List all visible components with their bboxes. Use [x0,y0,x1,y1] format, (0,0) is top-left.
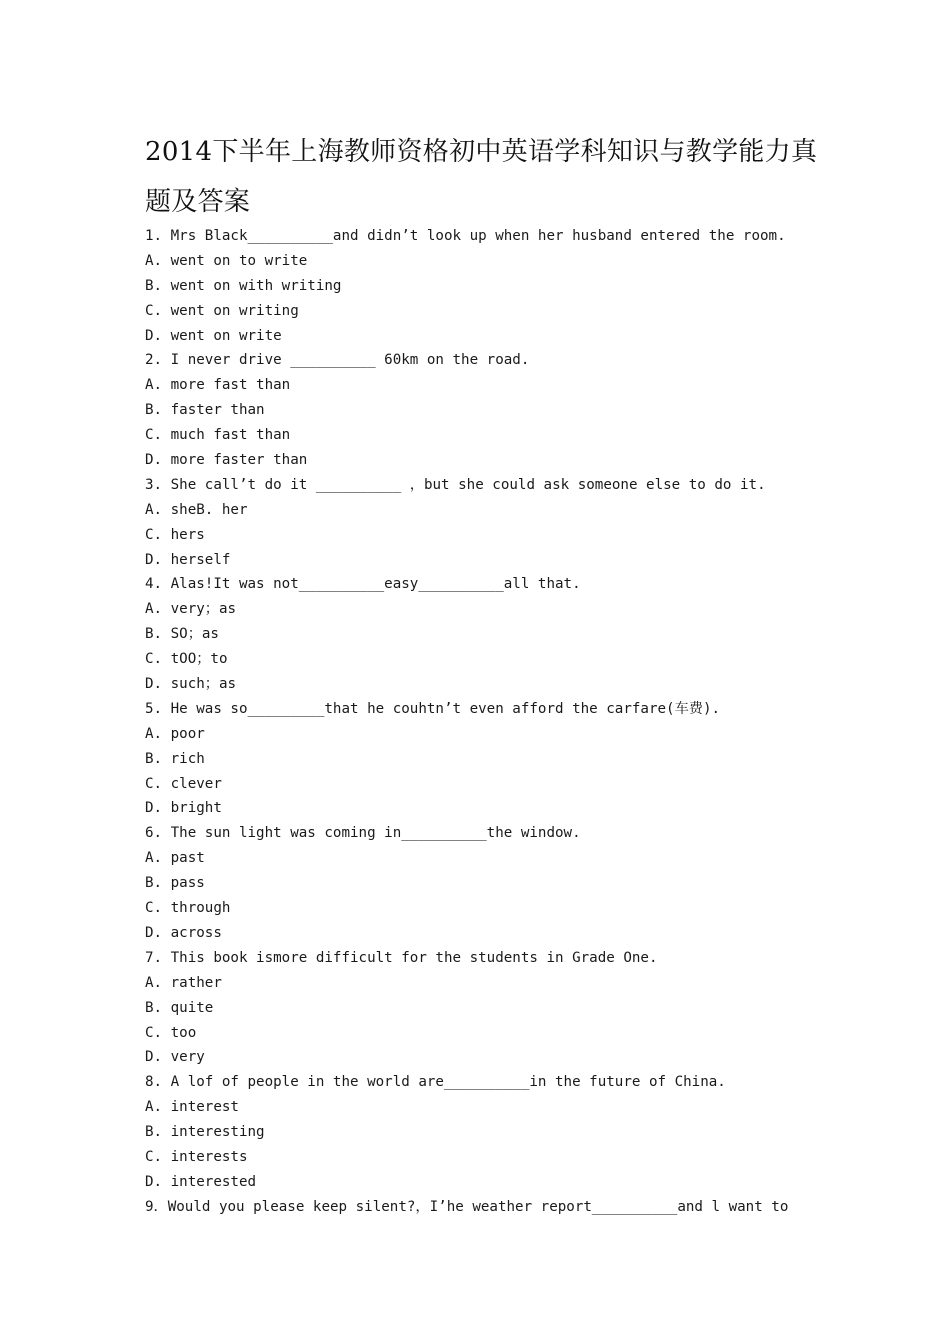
question-list [145,224,815,1220]
answer-option: D. such；as [145,676,237,693]
question-stem: 5. He was so_________that he couhtn’t even afford the carfare(车费). [145,700,721,717]
question-stem: 7. This book ismore difficult for the students in Grade One. [145,949,658,966]
answer-option: A. past [145,850,205,867]
document-title [145,127,825,227]
answer-option: C. interests [145,1148,248,1165]
answer-option: A. very；as [145,601,237,618]
answer-option: D. across [145,924,222,941]
answer-option: D. more faster than [145,452,308,469]
title-line-2: 题及答案 [145,187,251,217]
answer-option: C. much fast than [145,427,291,444]
question-stem: 9．Would you please keep silent?，I’he weather report__________and l want to [145,1198,789,1215]
question-stem: 2. I never drive __________ 60km on the road. [145,352,530,369]
answer-option: A. interest [145,1099,239,1116]
answer-option: B. SO；as [145,626,219,643]
question-stem: 4. Alas!It was not__________easy__________all that. [145,576,581,593]
answer-option: C. too [145,1024,197,1041]
answer-option: C. through [145,900,231,917]
answer-option: A. sheB. her [145,501,248,518]
question-stem: 3. She call’t do it __________ ，but she could ask someone else to do it. [145,476,766,493]
answer-option: D. went on write [145,327,282,344]
title-line-1: 2014下半年上海教师资格初中英语学科知识与教学能力真 [145,137,818,167]
answer-option: C. hers [145,526,205,543]
answer-option: C. went on writing [145,302,299,319]
answer-option: D. very [145,1049,205,1066]
answer-option: B. went on with writing [145,277,342,294]
answer-option: B. rich [145,750,205,767]
answer-option: B. quite [145,999,214,1016]
answer-option: A. went on to write [145,252,308,269]
answer-option: A. poor [145,725,205,742]
answer-option: A. rather [145,974,222,991]
answer-option: D. interested [145,1173,257,1190]
question-stem: 1. Mrs Black__________and didn’t look up when her husband entered the room. [145,228,786,244]
answer-option: B. faster than [145,402,265,419]
question-stem: 8. A lof of people in the world are__________in the future of China. [145,1074,726,1091]
answer-option: B. pass [145,875,205,892]
answer-option: D. bright [145,800,222,817]
answer-option: C. clever [145,775,222,792]
question-stem: 6. The sun light was coming in__________the window. [145,825,581,842]
answer-option: D. herself [145,551,231,568]
answer-option: A. more fast than [145,377,291,394]
answer-option: B. interesting [145,1124,265,1141]
answer-option: C. tOO；to [145,651,228,668]
